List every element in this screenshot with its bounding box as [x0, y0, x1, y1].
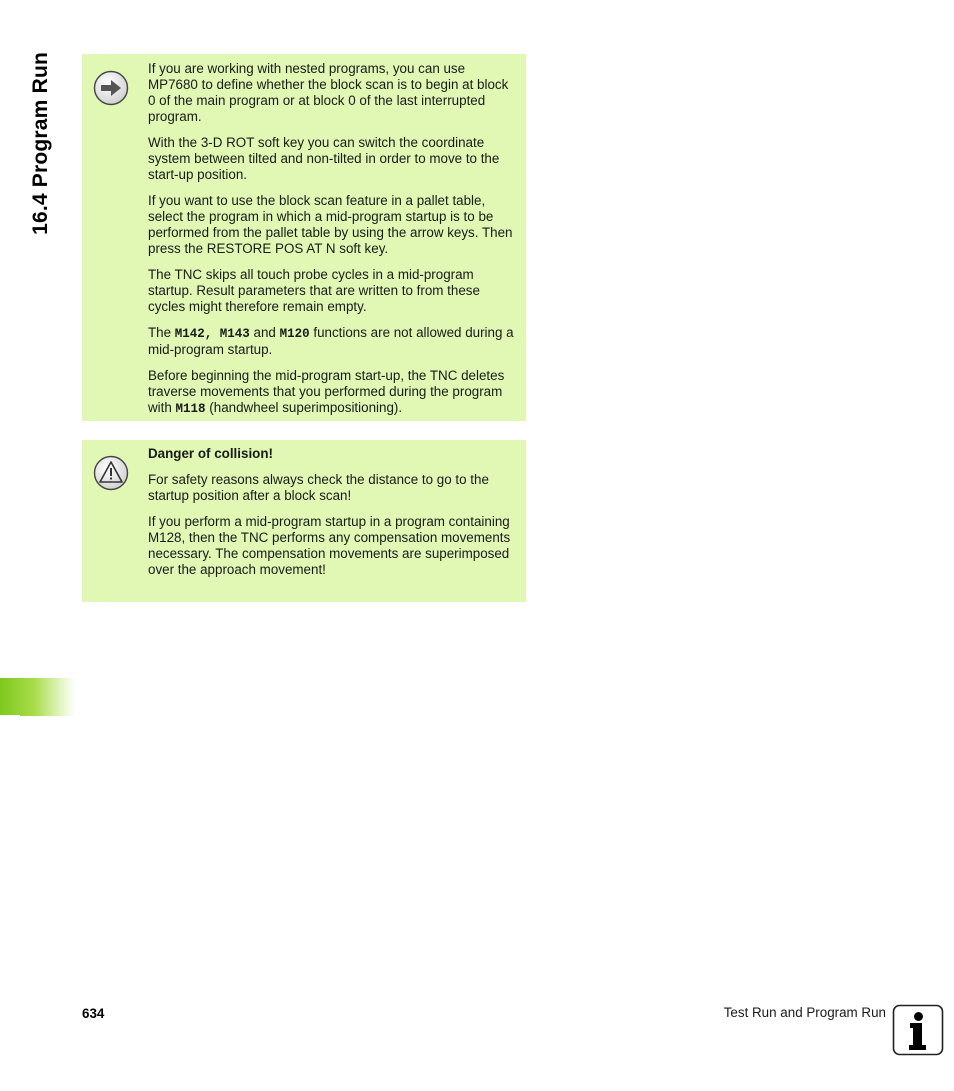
warning-note-body	[148, 446, 518, 588]
chapter-tab-marker	[0, 678, 76, 716]
code-m118: M118	[175, 402, 206, 416]
code-m120: M120	[279, 327, 310, 341]
tip-paragraph-mfunctions	[148, 325, 518, 358]
tip-paragraph: If you want to use the block scan feature in a pallet table, select the program in which a mid-program startup is to be performed from the pallet table by using the arrow keys. Then press the RESTORE POS AT N soft key.	[148, 193, 513, 256]
chapter-title-text: 16.4 Program Run	[29, 52, 52, 235]
text-run: (handwheel superimpositioning).	[205, 400, 403, 415]
text-run: The	[148, 325, 175, 340]
footer-chapter-name: Test Run and Program Run	[723, 1005, 886, 1020]
arrow-right-icon	[93, 70, 129, 106]
warning-paragraph: If you perform a mid-program startup in a program containing M128, then the TNC performs any compensation movements necessary. The compensation movements are superimposed over the approach movement!	[148, 514, 511, 577]
tip-paragraph: With the 3-D ROT soft key you can switch the coordinate system between tilted and non-tilted in order to move to the start-up position.	[148, 135, 500, 182]
page-number: 634	[82, 1006, 105, 1021]
warning-heading: Danger of collision!	[148, 446, 273, 461]
code-m142-m143: M142, M143	[174, 327, 250, 341]
chapter-side-title	[26, 52, 56, 272]
tip-note-body	[148, 61, 518, 427]
tip-paragraph-m118	[148, 368, 518, 417]
text-run: Before beginning the mid-program start-up, the TNC deletes traverse movements that you performed during the program with	[148, 368, 505, 415]
tip-paragraph: If you are working with nested programs, you can use MP7680 to define whether the block scan is to begin at block 0 of the main program or at block 0 of the last interrupted program.	[148, 61, 509, 124]
info-icon	[892, 1004, 944, 1056]
tip-paragraph: The TNC skips all touch probe cycles in a mid-program startup. Result parameters that are written to from these cycles might therefore remain empty.	[148, 267, 480, 314]
text-run: functions are not allowed during a mid-program startup.	[148, 325, 514, 357]
warning-note-box	[82, 440, 526, 602]
warning-triangle-icon	[93, 455, 129, 491]
tip-note-box	[82, 54, 526, 421]
text-run: and	[249, 325, 280, 340]
warning-paragraph: For safety reasons always check the distance to go to the startup position after a block scan!	[148, 472, 489, 503]
